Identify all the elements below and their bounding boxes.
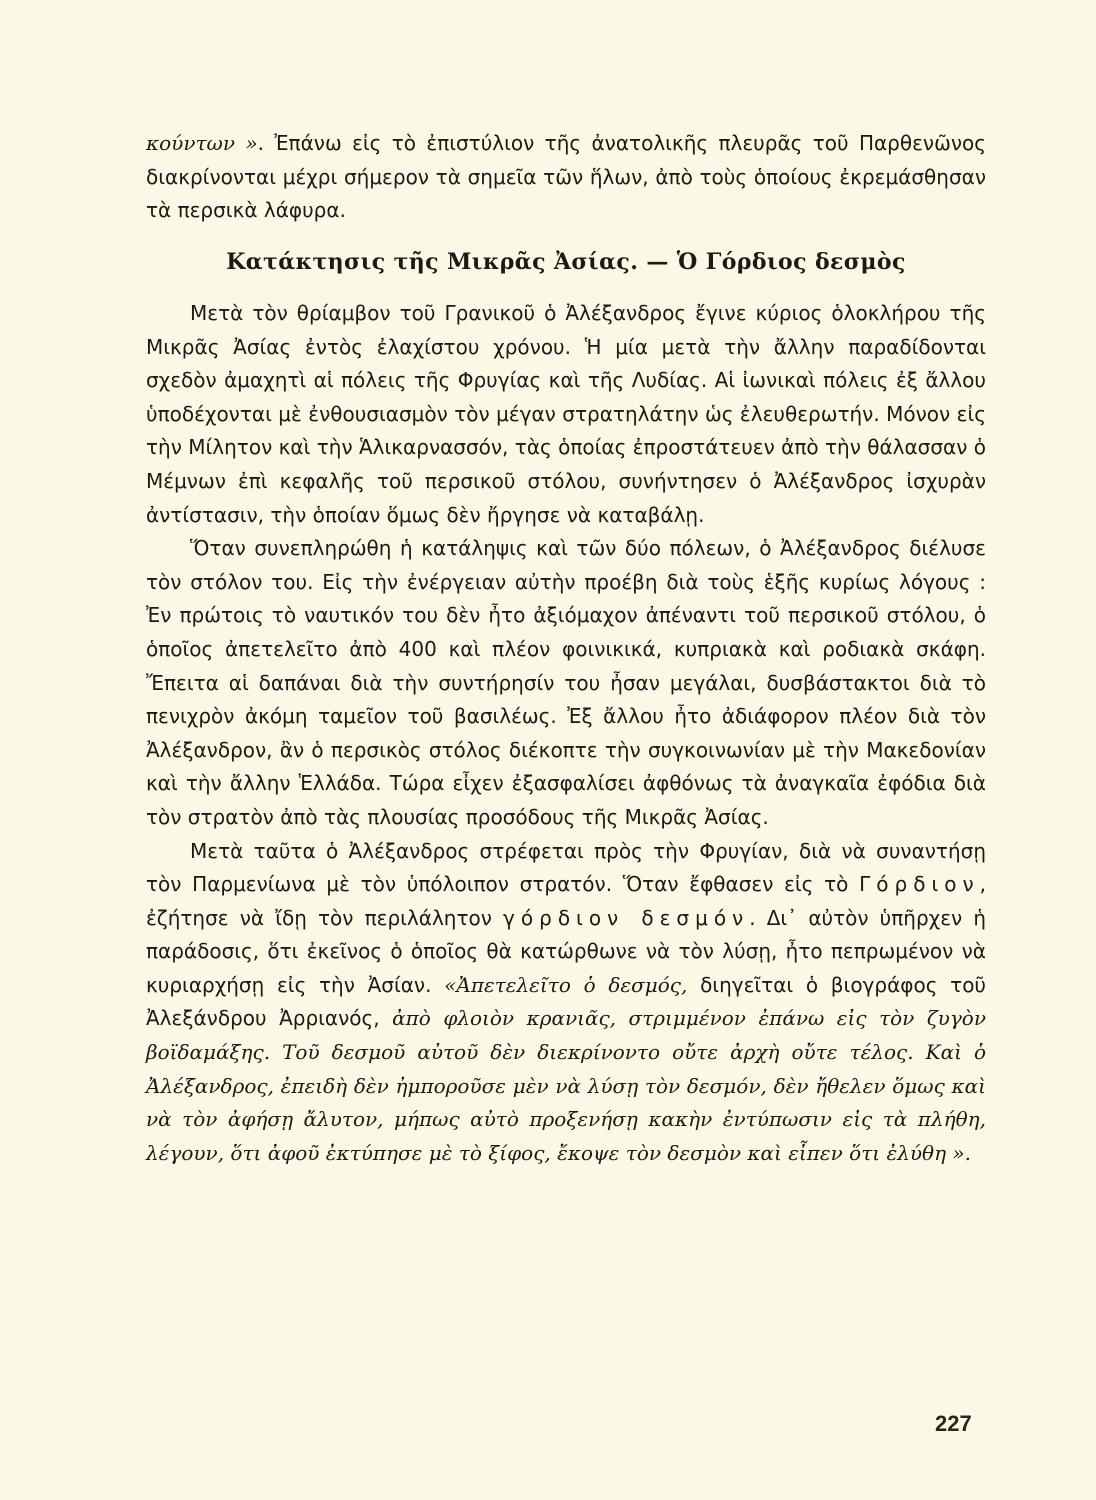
page-number: 227	[935, 1411, 972, 1436]
knot-name-spaced: γόρδιον δεσμόν	[503, 905, 750, 930]
quote-body: ἀπὸ φλοιὸν κρανιᾶς, στριμμένον ἐπάνω εἰς τὸν ζυγὸν βοϊδαμάξης. Τοῦ δεσμοῦ αὐτοῦ δὲν διεκρίνοντο οὔτε ἀρχὴ οὔτε τέλος. Καὶ ὁ Ἀλέξανδρος, ἐπειδὴ δὲν ἠμποροῦσε μὲν νὰ λύσῃ τὸν δεσμόν, δὲν ἤθελεν ὅμως καὶ νὰ τὸν ἀφήσῃ ἄλυτον, μήπως αὐτὸ προξενήσῃ κακὴν ἐντύπωσιν εἰς τὰ πλήθη, λέγουν, ὅτι ἀφοῦ ἐκτύπησε μὲ τὸ ξίφος, ἔκοψε τὸν δεσμὸν καὶ εἶπεν ὅτι ἐλύθη ».	[146, 1006, 986, 1165]
paragraph-3-part-2: , ἐζήτησε νὰ ἴδῃ τὸν περιλάλητον	[146, 872, 986, 930]
paragraph-3	[146, 835, 986, 1171]
paragraph-top	[146, 127, 986, 228]
place-name-spaced: Γόρδιον	[859, 872, 980, 897]
paragraph-1: Μετὰ τὸν θρίαμβον τοῦ Γρανικοῦ ὁ Ἀλέξανδρος ἔγινε κύριος ὁλοκλήρου τῆς Μικρᾶς Ἀσίας ἐντὸς ἐλαχίστου χρόνου. Ἡ μία μετὰ τὴν ἄλλην παραδίδονται σχεδὸν ἀμαχητὶ αἱ πόλεις τῆς Φρυγίας καὶ τῆς Λυδίας. Αἱ ἰωνικαὶ πόλεις ἐξ ἄλλου ὑποδέχονται μὲ ἐνθουσιασμὸν τὸν μέγαν στρατηλάτην ὡς ἐλευθερωτήν. Μόνον εἰς τὴν Μίλητον καὶ τὴν Ἁλικαρνασσόν, τὰς ὁποίας ἐπροστάτευεν ἀπὸ τὴν θάλασσαν ὁ Μέμνων ἐπὶ κεφαλῆς τοῦ περσικοῦ στόλου, συνήντησεν ὁ Ἀλέξανδρος ἰσχυρὰν ἀντίστασιν, τὴν ὁποίαν ὅμως δὲν ἤργησε νὰ καταβάλῃ.	[146, 301, 986, 527]
main-body	[146, 297, 986, 1170]
paragraph-3-part-3: . Δι᾽ αὐτὸν ὑπῆρχεν ἡ παράδοσις, ὅτι ἐκεῖνος ὁ ὁποῖος θὰ κατώρθωνε νὰ τὸν λύσῃ, ἦτο πεπρωμένον νὰ κυριαρχήσῃ εἰς τὴν Ἀσίαν.	[146, 905, 986, 997]
paragraph-top-text: . Ἐπάνω εἰς τὸ ἐπιστύλιον τῆς ἀνατολικῆς πλευρᾶς τοῦ Παρθενῶνος διακρίνονται μέχρι σήμερον τὰ σημεῖα τῶν ἥλων, ἀπὸ τοὺς ὁποίους ἐκρεμάσθησαν τὰ περσικὰ λάφυρα.	[146, 131, 986, 223]
continuation-paragraph	[146, 127, 986, 228]
quote-start: «Ἀπετελεῖτο ὁ δεσμός,	[444, 972, 688, 997]
paragraph-3-part-4: διηγεῖται ὁ βιογράφος τοῦ Ἀλεξάνδρου Ἀρριανός,	[146, 972, 986, 1031]
paragraph-2: Ὅταν συνεπληρώθη ἡ κατάληψις καὶ τῶν δύο πόλεων, ὁ Ἀλέξανδρος διέλυσε τὸν στόλον του. Εἰς τὴν ἐνέργειαν αὐτὴν προέβη διὰ τοὺς ἑξῆς κυρίως λόγους : Ἐν πρώτοις τὸ ναυτικόν του δὲν ἦτο ἀξιόμαχον ἀπέναντι τοῦ περσικοῦ στόλου, ὁ ὁποῖος ἀπετελεῖτο ἀπὸ 400 καὶ πλέον φοινικικά, κυπριακὰ καὶ ροδιακὰ σκάφη. Ἔπειτα αἱ δαπάναι διὰ τὴν συντήρησίν του ἦσαν μεγάλαι, δυσβάστακτοι διὰ τὸ πενιχρὸν ἀκόμη ταμεῖον τοῦ βασιλέως. Ἐξ ἄλλου ἦτο ἀδιάφορον πλέον διὰ τὸν Ἀλέξανδρον, ἂν ὁ περσικὸς στόλος διέκοπτε τὴν συγκοινωνίαν μὲ τὴν Μακεδονίαν καὶ τὴν ἄλλην Ἑλλάδα. Τώρα εἶχεν ἐξασφαλίσει ἀφθόνως τὰ ἀναγκαῖα ἐφόδια διὰ τὸν στρατὸν ἀπὸ τὰς πλουσίας προσόδους τῆς Μικρᾶς Ἀσίας.	[146, 536, 986, 829]
quote-end: κούντων »	[146, 131, 258, 155]
paragraph-3-part-1: Μετὰ ταῦτα ὁ Ἀλέξανδρος στρέφεται πρὸς τὴν Φρυγίαν, διὰ νὰ συναντήσῃ τὸν Παρμενίωνα μὲ τὸν ὑπόλοιπον στρατόν. Ὅταν ἔφθασεν εἰς τὸ	[146, 838, 986, 897]
section-heading: Κατάκτησις τῆς Μικρᾶς Ἀσίας. — Ὁ Γόρδιος δεσμὸς	[226, 249, 906, 275]
